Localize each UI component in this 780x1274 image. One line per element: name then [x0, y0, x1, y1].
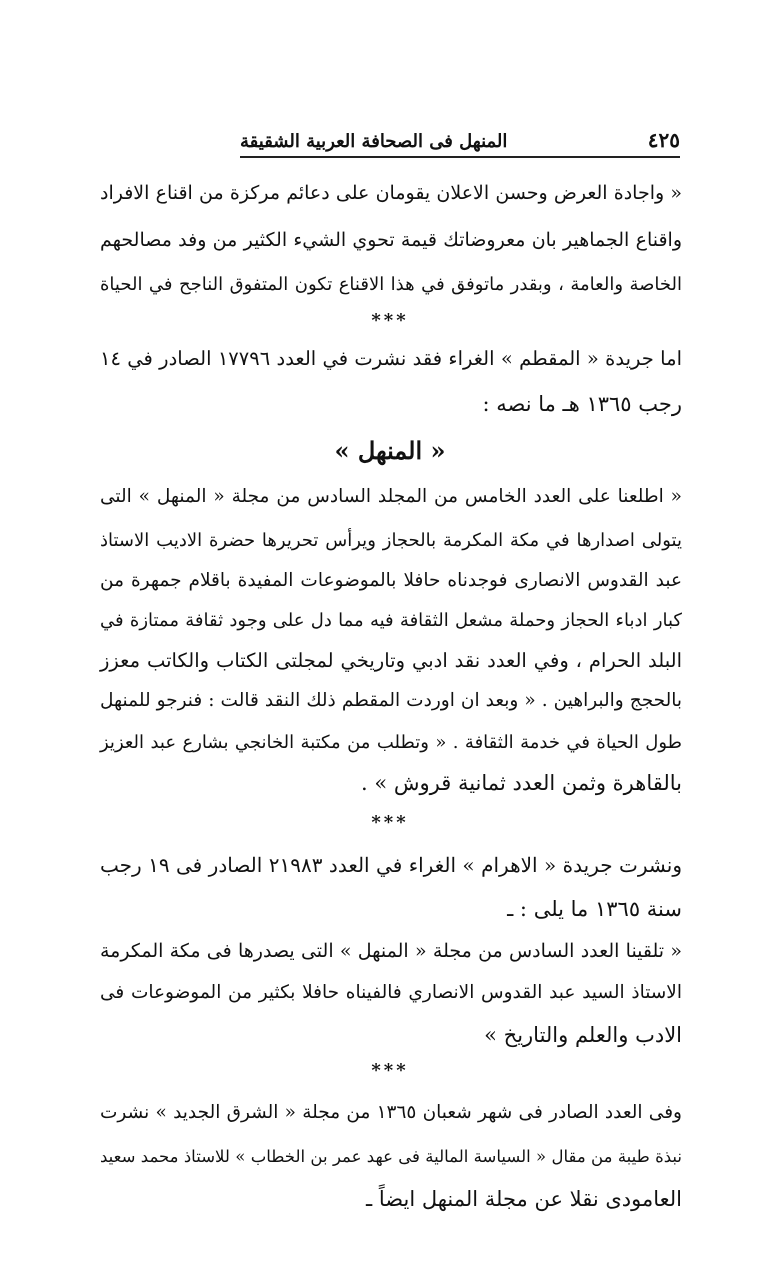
- text-line: بالحجج والبراهين . « وبعد ان اوردت المقطم ذلك النقد قالت : فنرجو للمنهل: [100, 690, 682, 711]
- text-line: ونشرت جريدة « الاهرام » الغراء في العدد ٢١٩٨٣ الصادر فى ١٩ رجب: [100, 853, 682, 877]
- text-line: اما جريدة « المقطم » الغراء فقد نشرت في العدد ١٧٧٩٦ الصادر في ١٤: [100, 347, 682, 370]
- text-line: سنة ١٣٦٥ ما يلى : ـ: [507, 897, 682, 921]
- section-divider: ***: [371, 812, 409, 833]
- text-line: عبد القدوس الانصارى فوجدناه حافلا بالموضوعات المفيدة باقلام جمهرة من: [100, 570, 682, 591]
- running-title: المنهل فى الصحافة العربية الشقيقة: [240, 131, 508, 152]
- section-divider: ***: [371, 1060, 409, 1081]
- text-line: الاستاذ السيد عبد القدوس الانصاري فالفيناه حافلا بكثير من الموضوعات فى: [100, 982, 682, 1003]
- text-line: رجب ١٣٦٥ هـ ما نصه :: [482, 392, 682, 416]
- text-line: « اطلعنا على العدد الخامس من المجلد السادس من مجلة « المنهل » التى: [100, 486, 682, 507]
- text-line: يتولى اصدارها في مكة المكرمة بالحجاز ويرأس تحريرها حضرة الاديب الاستاذ: [100, 530, 682, 551]
- text-line: كبار ادباء الحجاز وحملة مشعل الثقافة فيه مما دل على وجود ثقافة ممتازة في: [100, 610, 682, 631]
- page-number: ٤٢٥: [647, 128, 680, 152]
- text-line: نبذة طيبة من مقال « السياسة المالية فى عهد عمر بن الخطاب » للاستاذ محمد سعيد: [100, 1147, 682, 1166]
- article-heading: « المنهل »: [334, 436, 446, 465]
- text-line: الخاصة والعامة ، وبقدر ماتوفق في هذا الاقناع تكون المتفوق الناجح في الحياة: [100, 274, 682, 295]
- text-line: العامودى نقلا عن مجلة المنهل ايضاً ـ: [366, 1187, 682, 1211]
- text-line: « تلقينا العدد السادس من مجلة « المنهل » التى يصدرها فى مكة المكرمة: [100, 940, 682, 962]
- text-line: بالقاهرة وثمن العدد ثمانية قروش » .: [361, 771, 682, 795]
- text-line: واقناع الجماهير بان معروضاتك قيمة تحوي الشيء الكثير من وفد مصالحهم: [100, 229, 682, 251]
- page-header: [240, 112, 680, 158]
- text-line: الادب والعلم والتاريخ »: [484, 1023, 682, 1047]
- text-line: طول الحياة في خدمة الثقافة . « وتطلب من مكتبة الخانجي بشارع عبد العزيز: [100, 732, 682, 753]
- text-line: وفى العدد الصادر فى شهر شعبان ١٣٦٥ من مجلة « الشرق الجديد » نشرت: [100, 1102, 682, 1123]
- section-divider: ***: [371, 310, 409, 331]
- text-line: « واجادة العرض وحسن الاعلان يقومان على دعائم مركزة من اقناع الافراد: [100, 182, 682, 204]
- text-line: البلد الحرام ، وفي العدد نقد ادبي وتاريخي لمجلتى الكتاب والكاتب معزز: [100, 649, 682, 672]
